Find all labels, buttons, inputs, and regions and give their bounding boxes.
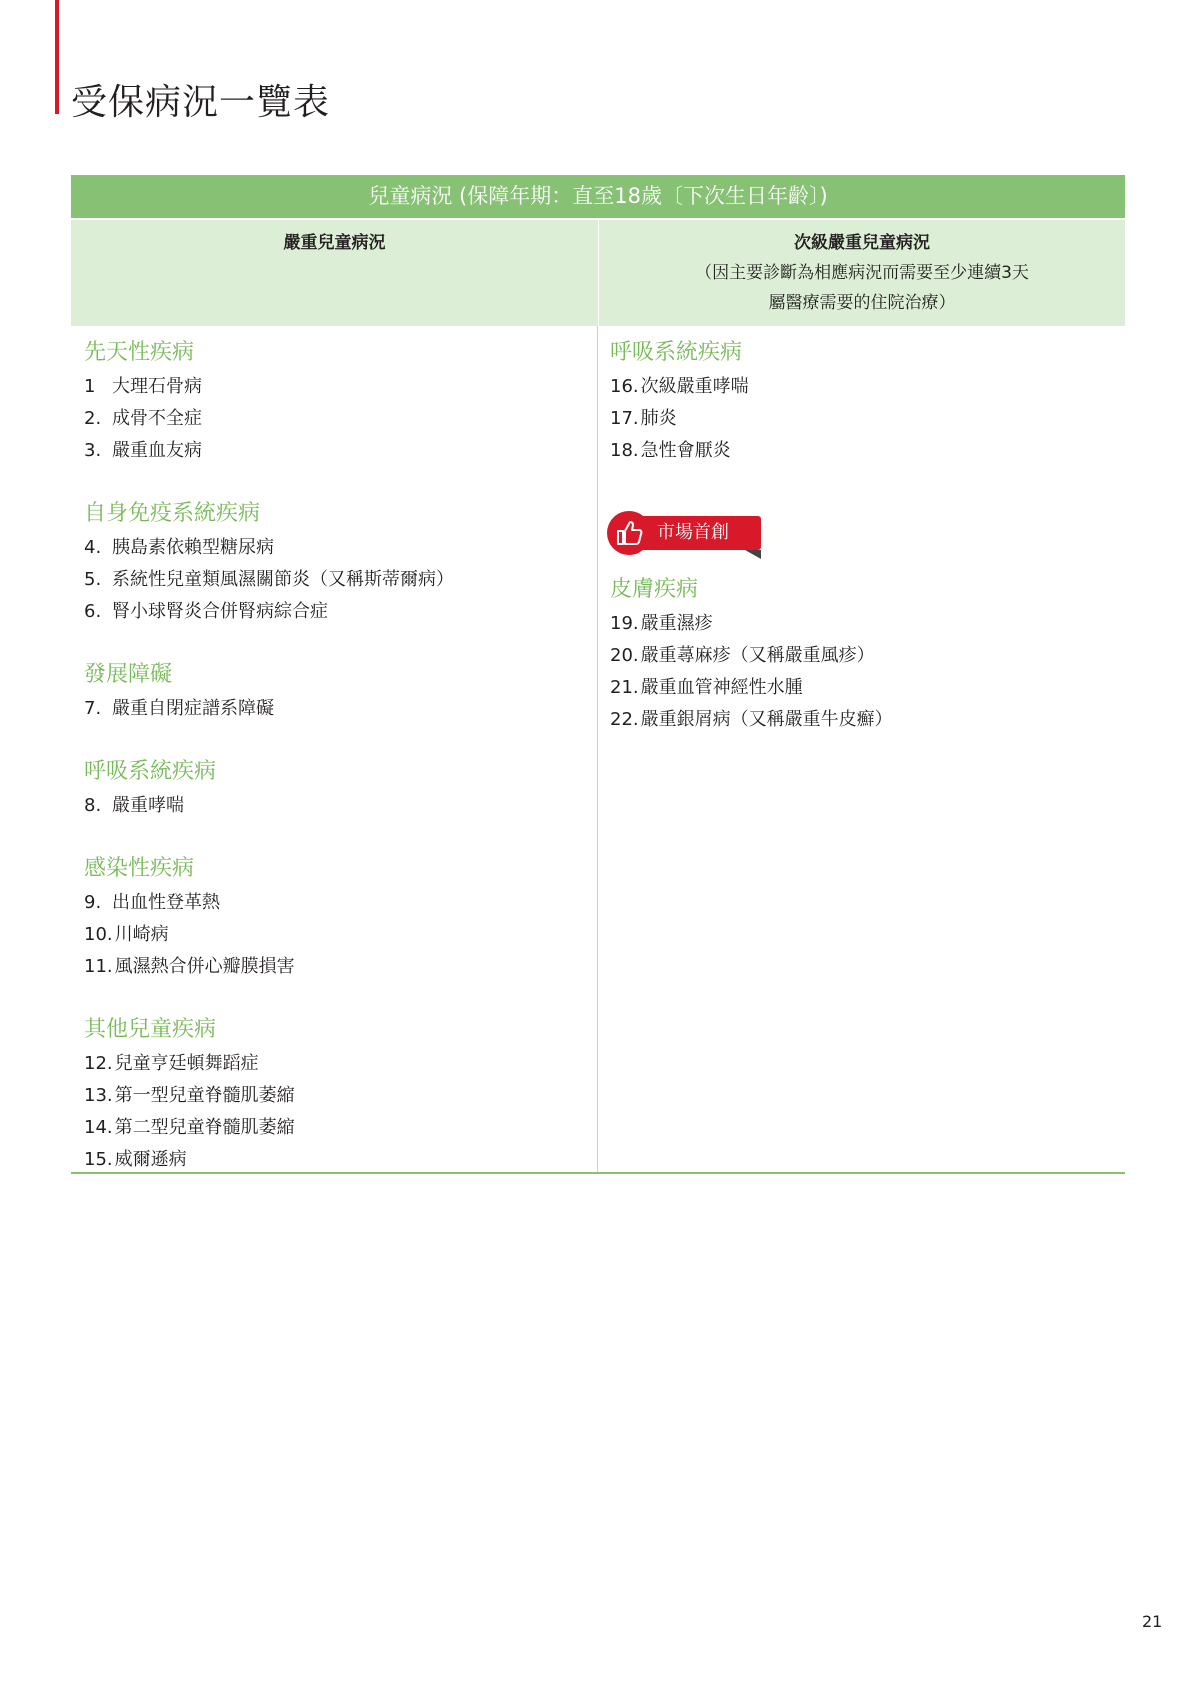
right-column-header — [598, 220, 1125, 326]
item-label: 急性會厭炎 — [640, 440, 731, 461]
list-item — [610, 672, 1125, 704]
item-number: 2. — [84, 408, 102, 429]
list-item — [84, 532, 597, 564]
right-header-note-2: 屬醫療需要的住院治療） — [768, 293, 956, 313]
list-item — [84, 403, 597, 435]
item-number: 4. — [84, 537, 102, 558]
list-item — [610, 640, 1125, 672]
item-number: 9. — [84, 892, 102, 913]
list-item — [84, 1112, 597, 1144]
item-label: 胰島素依賴型糖尿病 — [112, 537, 274, 558]
list-item — [84, 1048, 597, 1080]
category-heading: 呼吸系統疾病 — [610, 340, 743, 365]
list-item — [84, 693, 597, 725]
item-number: 14. — [84, 1117, 113, 1138]
left-column-header — [71, 220, 598, 326]
list-item — [84, 564, 597, 596]
list-item — [84, 790, 597, 822]
item-label: 嚴重哮喘 — [112, 795, 184, 816]
coverage-table — [71, 175, 1125, 1174]
category-heading: 感染性疾病 — [84, 856, 195, 881]
item-number: 17. — [610, 408, 639, 429]
accent-bar — [55, 0, 59, 114]
list-item — [84, 1144, 597, 1176]
item-label: 嚴重血管神經性水腫 — [640, 677, 803, 698]
item-label: 大理石骨病 — [112, 376, 202, 397]
list-item — [84, 919, 597, 951]
item-label: 第一型兒童脊髓肌萎縮 — [114, 1085, 295, 1106]
list-item — [610, 608, 1125, 640]
item-number: 20. — [610, 645, 639, 666]
item-number: 16. — [610, 376, 639, 397]
item-number: 21. — [610, 677, 639, 698]
item-label: 系統性兒童類風濕關節炎（又稱斯蒂爾病） — [112, 569, 454, 590]
item-label: 第二型兒童脊髓肌萎縮 — [114, 1117, 295, 1138]
item-label: 出血性登革熱 — [112, 892, 220, 913]
item-number: 15. — [84, 1149, 113, 1170]
list-item — [84, 596, 597, 628]
item-number: 19. — [610, 613, 639, 634]
item-label: 威爾遜病 — [114, 1149, 187, 1170]
list-item — [610, 371, 1125, 403]
item-number: 8. — [84, 795, 102, 816]
item-number: 1 — [84, 376, 96, 397]
item-number: 12. — [84, 1053, 113, 1074]
left-column — [71, 326, 598, 1172]
category-heading: 呼吸系統疾病 — [84, 759, 217, 784]
thumbs-up-icon — [615, 518, 645, 548]
page-number: 21 — [1142, 1612, 1163, 1631]
item-number: 3. — [84, 440, 102, 461]
item-label: 成骨不全症 — [112, 408, 202, 429]
item-number: 13. — [84, 1085, 113, 1106]
list-item — [84, 887, 597, 919]
list-item — [84, 951, 597, 983]
item-label: 嚴重自閉症譜系障礙 — [112, 698, 274, 719]
table-subheader — [71, 218, 1125, 326]
item-label: 次級嚴重哮喘 — [640, 376, 749, 397]
item-label: 嚴重蕁麻疹（又稱嚴重風疹） — [640, 645, 875, 666]
category-heading: 發展障礙 — [84, 662, 173, 687]
item-label: 風濕熱合併心瓣膜損害 — [114, 956, 295, 977]
right-header-note-1: （因主要診斷為相應病況而需要至少連續3天 — [695, 263, 1029, 283]
right-header-title: 次級嚴重兒童病況 — [794, 233, 930, 253]
item-label: 腎小球腎炎合併腎病綜合症 — [112, 601, 328, 622]
item-label: 兒童亨廷頓舞蹈症 — [114, 1053, 259, 1074]
item-label: 川崎病 — [114, 924, 169, 945]
list-item — [610, 435, 1125, 467]
table-title: 兒童病況 (保障年期：直至18歲〔下次生日年齡〕) — [71, 175, 1125, 218]
list-item — [610, 403, 1125, 435]
item-number: 5. — [84, 569, 102, 590]
item-label: 嚴重血友病 — [112, 440, 202, 461]
page-title: 受保病況一覽表 — [71, 82, 331, 123]
item-number: 6. — [84, 601, 102, 622]
badge-ribbon-fold — [745, 550, 761, 559]
list-item — [84, 435, 597, 467]
market-first-badge — [607, 511, 1125, 563]
category-heading: 皮膚疾病 — [610, 577, 699, 602]
item-number: 11. — [84, 956, 113, 977]
list-item — [610, 704, 1125, 736]
badge-label: 市場首創 — [657, 522, 729, 543]
item-label: 嚴重銀屑病（又稱嚴重牛皮癬） — [640, 709, 893, 730]
item-number: 7. — [84, 698, 102, 719]
item-label: 嚴重濕疹 — [640, 613, 713, 634]
table-body — [71, 326, 1125, 1174]
list-item — [84, 371, 597, 403]
list-item — [84, 1080, 597, 1112]
left-header-title: 嚴重兒童病況 — [283, 233, 386, 253]
item-number: 10. — [84, 924, 113, 945]
item-label: 肺炎 — [640, 408, 677, 429]
category-heading: 其他兒童疾病 — [84, 1017, 217, 1042]
right-column — [598, 326, 1125, 1172]
category-heading: 先天性疾病 — [84, 340, 195, 365]
category-heading: 自身免疫系統疾病 — [84, 501, 261, 526]
item-number: 22. — [610, 709, 639, 730]
item-number: 18. — [610, 440, 639, 461]
